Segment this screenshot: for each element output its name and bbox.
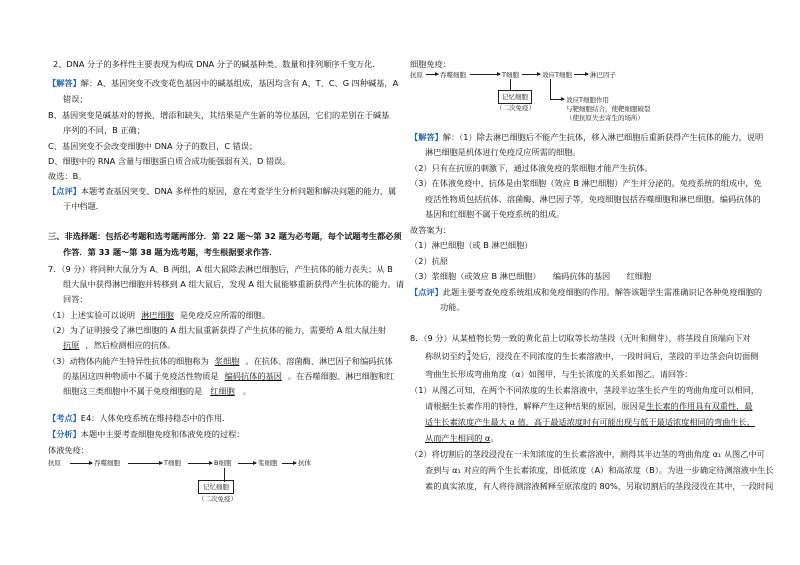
- diagram1-node-bcell: B细胞: [214, 459, 232, 467]
- diagram1-node-tcell: T细胞: [164, 459, 181, 467]
- q7-comment-2: 功能。: [440, 302, 465, 312]
- diagram1-node-plasma: 浆细胞: [258, 459, 278, 467]
- q2-stem: 2、DNA 分子的多样性主要表现为构成 DNA 分子的碱基种类、数量和排列顺序千变万化．: [53, 59, 381, 69]
- q2-comment-2: 于中档题．: [63, 201, 104, 211]
- q7-answer-2: （2）抗原: [410, 256, 448, 266]
- q7-solution-3c: 基因和红细胞不属于免疫系统的组成。: [425, 209, 565, 219]
- q2-answer-line-a: 【解答】解：A、基因突变不改变花色基因中的碱基组成，基因均含有 A、T、C、G 四种碱基，A: [48, 78, 399, 88]
- q8-sub2-line2: 查到与 α₁ 对应的两个生长素浓度，即低浓度（A）和高浓度（B）。为进一步确定待测溶液中生长: [425, 465, 774, 475]
- diagram2-effect-title: 效应T细胞作用: [566, 96, 609, 104]
- diagram2-node-lymphokine: 淋巴因子: [590, 71, 616, 79]
- q8-stem-3: 弯曲生长形成弯曲角度（α）如图甲，与生长浓度的关系如图乙。请回答：: [425, 369, 693, 379]
- q7-sub2-line2: 抗原 ，然后检测相应的抗体。: [63, 340, 176, 350]
- q8-sub1-answer-a: 生长素的作用具有双重性，最: [646, 401, 753, 411]
- diagram2-connector: [550, 79, 551, 99]
- q7-solution-1b: 淋巴细胞是机体进行免疫反应所需的细胞。: [425, 147, 581, 157]
- diagram2-arrow: [550, 99, 564, 100]
- q8-sub2-line3: 素的真实浓度，有人将待测溶液稀释至原浓度的 80%，另取切割后的茎段浸没在其中，一段时间: [425, 481, 774, 491]
- diagram1-node-phagocyte: 吞噬细胞: [94, 459, 120, 467]
- xibao-label: 细胞免疫：: [410, 59, 451, 69]
- q8-sub1: （1）从图乙可知，在两个不同浓度的生长素溶液中，茎段半边茎生长产生的弯曲角度可以相同，: [410, 385, 760, 395]
- diagram2-effect-2: （使抗原失去寄生的场所）: [566, 114, 644, 122]
- humoral-immunity-diagram: [48, 458, 311, 518]
- diagram1-arrow: [70, 463, 92, 464]
- q7-solution-2: （2）只有在抗原的刺激下，通过体液免疫的浆细胞才能产生抗体。: [410, 163, 653, 173]
- q2-answer-line-c: C、基因突变不会改变细胞中 DNA 分子的数目，C 错误；: [48, 141, 258, 151]
- kaodian-tag: 【考点】: [48, 413, 81, 423]
- fenxi: 【分析】本题中主要考查细胞免疫和体液免疫的过程：: [48, 429, 245, 439]
- diagram1-arrow: [282, 463, 296, 464]
- q8-sub1-line2: 请根据生长素作用的特性，解释产生这种结果的原因，原因是生长素的作用具有双重性，最: [425, 401, 753, 411]
- fraction: 3 4: [466, 349, 471, 363]
- q8-sub1-line4: 从而产生相同的 α。: [425, 433, 499, 443]
- q2-comment: 【点评】本题考查基因突变、DNA 多样性的原因，意在考查学生分析问题和解决问题的能力，属: [48, 186, 397, 196]
- q8-stem-2: 称纵切至约3 4处后，浸没在不同浓度的生长素溶液中，一段时间后，茎段的半边茎会向切面侧: [425, 349, 759, 363]
- diagram2-secondary: （二次免疫）: [496, 104, 535, 112]
- q7-sub1-answer: 淋巴细胞: [141, 310, 174, 320]
- q8-sub1-answer-c: 而产生相同的 α: [433, 433, 491, 443]
- q2-answer-line-a2: 错误；: [63, 94, 88, 104]
- q7-sub3-answer1: 浆细胞: [214, 356, 240, 366]
- diagram1-secondary: （二次免疫）: [198, 495, 237, 503]
- diagram2-effect-1: 与靶细胞结合，使靶细胞破裂: [566, 105, 651, 113]
- q7-answers-head: 故答案为：: [410, 225, 451, 235]
- diagram2-node-phagocyte: 吞噬细胞: [440, 71, 466, 79]
- q7-sub3-answer2: 编码抗体的基因: [224, 371, 282, 381]
- q2-answer-line-d: D、细胞中的 RNA 含量与细胞蛋白质合成功能强弱有关，D 错误。: [48, 156, 291, 166]
- diagram1-arrow: [188, 463, 212, 464]
- diagram1-node-antigen: 抗原: [48, 459, 61, 467]
- diagram2-arrow: [470, 74, 500, 75]
- dianping-tag-2: 【点评】: [410, 287, 443, 297]
- jieda-tag-2: 【解答】: [410, 132, 443, 142]
- q7-comment: 【点评】此题主要考查免疫系统组成和免疫细胞的作用。解答该题学生需准确识记各种免疫细胞的: [410, 287, 763, 297]
- diagram2-arrow: [522, 74, 540, 75]
- diagram2-node-tcell: T细胞: [502, 71, 519, 79]
- q7-sub3: （3）动物体内能产生特异性抗体的细胞称为 浆细胞 。在抗体、溶菌酶、淋巴因子和编码抗体: [48, 356, 393, 366]
- section-heading-2: 作答．第 33 题～第 38 题为选考题，考生根据要求作答．: [63, 247, 278, 257]
- diagram2-node-effector: 效应T细胞: [542, 71, 572, 79]
- q7-sub3-line2: 的基因这四种物质中不属于免疫活性物质是 编码抗体的基因 。在吞噬细胞、淋巴细胞和红: [63, 371, 395, 381]
- q7-answer-1: （1）淋巴细胞（或 B 淋巴细胞）: [410, 240, 533, 250]
- q2-answer-line-b: B、基因突变是碱基对的替换、增添和缺失，其结果是产生新的等位基因，它们的差别在于碱基: [48, 110, 390, 120]
- q7-stem-1: 7．（9 分）将同种大鼠分为 A、B 两组，A 组大鼠除去淋巴细胞后，产生抗体的能力丧失；从 B: [48, 264, 393, 274]
- diagram1-node-antibody: 抗体: [298, 459, 311, 467]
- diagram2-arrow: [574, 74, 588, 75]
- q8-sub2: （2）将切割后的茎段浸没在一未知浓度的生长素溶液中，测得其半边茎的弯曲角度 α₁ 从图乙中可: [410, 449, 765, 459]
- diagram2-node-antigen: 抗原: [410, 71, 423, 79]
- q2-answer-line-b2: 序列的不同，B 正确；: [63, 125, 145, 135]
- section-heading: 三、非选择题：包括必考题和选考题两部分．第 22 题～第 32 题为必考题，每个试题考生都必须: [48, 231, 402, 241]
- q7-sub3-answer3: 红细胞: [210, 386, 235, 396]
- diagram1-arrow: [238, 463, 256, 464]
- fenxi-tag: 【分析】: [48, 429, 81, 439]
- kaodian: 【考点】E4：人体免疫系统在维持稳态中的作用．: [48, 413, 231, 423]
- dianping-tag: 【点评】: [48, 186, 81, 196]
- q7-stem-3: 回答：: [63, 294, 88, 304]
- diagram2-arrow: [426, 74, 438, 75]
- jieda-tag: 【解答】: [48, 78, 81, 88]
- q7-answer-3: （3）浆细胞（或效应 B 淋巴细胞） 编码抗体的基因 红细胞: [410, 271, 652, 281]
- q7-sub2-answer: 抗原: [63, 340, 80, 350]
- q7-solution-3: （3）在体液免疫中，抗体是由浆细胞（效应 B 淋巴细胞）产生并分泌的。免疫系统的组成中，免: [410, 178, 762, 188]
- q2-final-answer: 故选：B。: [48, 171, 87, 181]
- q8-stem-1: 8．（9 分）从某植物长势一致的黄化苗上切取等长幼茎段（无叶和侧芽），将茎段自顶端向下对: [410, 333, 751, 343]
- diagram1-arrow: [128, 463, 162, 464]
- q7-solution-3b: 疫活性物质包括抗体、溶菌酶、淋巴因子等，免疫细胞包括吞噬细胞和淋巴细胞。编码抗体的: [425, 194, 761, 204]
- q7-solution-1: 【解答】解：（1）除去淋巴细胞后不能产生抗体，移入淋巴细胞后重新获得产生抗体的能力，说明: [410, 132, 764, 142]
- q8-sub1-answer-b: 适生长素浓度产生最大 α 值，高于最适浓度时有可能出现与低于最适浓度相同的弯曲生长，: [425, 417, 755, 427]
- diagram2-node-memory: 记忆细胞: [498, 90, 532, 104]
- q7-stem-2: 组大鼠中获得淋巴细胞并转移到 A 组大鼠后，发现 A 组大鼠能够重新获得产生抗体的能力。请: [63, 279, 404, 289]
- diagram1-node-memory: 记忆细胞: [198, 480, 234, 494]
- q7-sub2: （2）为了证明接受了淋巴细胞的 A 组大鼠重新获得了产生抗体的能力，需要给 A 组大鼠注射: [48, 325, 386, 335]
- tiye-label: 体液免疫：: [48, 445, 89, 455]
- q7-sub1: （1）上述实验可以说明 淋巴细胞 是免疫反应所需的细胞。: [48, 310, 270, 320]
- cellular-immunity-diagram: [410, 70, 730, 128]
- q7-sub3-line3: 细胞这三类细胞中不属于免疫细胞的是 红细胞 。: [63, 386, 251, 396]
